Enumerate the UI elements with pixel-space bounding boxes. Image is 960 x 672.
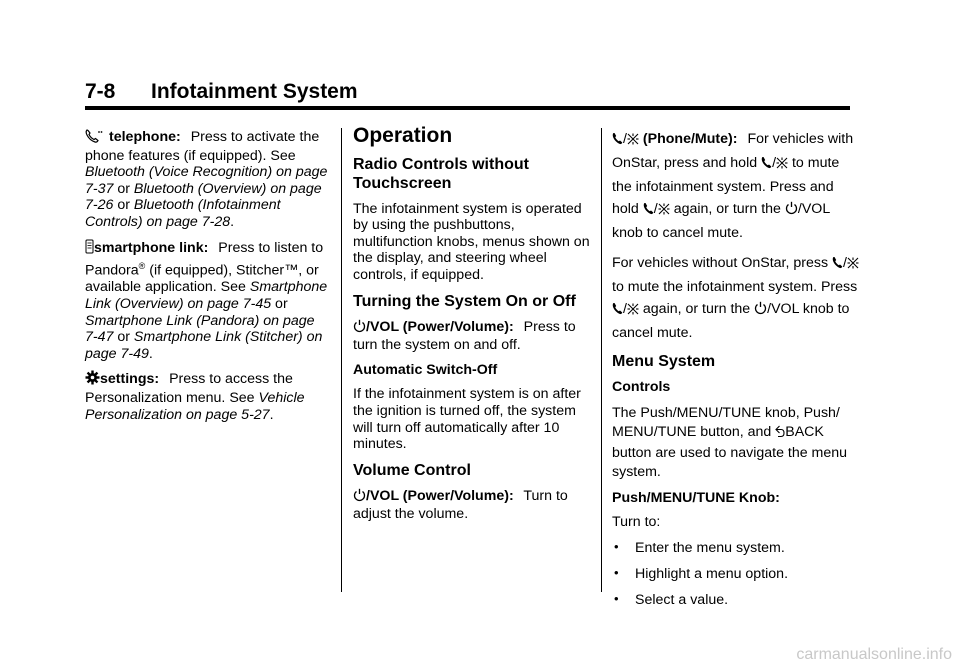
automatic-switch-off-text: If the infotainment system is on after the ignition is turned off, the system will turn off automatically after 10 minutes. — [353, 386, 581, 453]
no-onstar-paragraph — [612, 252, 862, 344]
telephone-text: Press to activate the phone features (if equipped). See — [85, 129, 320, 164]
no-onstar-text-4: /VOL knob to cancel mute. — [612, 301, 850, 341]
radio-controls-heading: Radio Controls without Touchscreen — [353, 155, 529, 192]
slash: / — [653, 201, 658, 217]
column-divider-2 — [601, 128, 602, 592]
controls-paragraph — [612, 404, 862, 482]
back-arrow-icon — [775, 425, 785, 444]
settings-label: settings: — [100, 371, 160, 388]
column-2 — [353, 124, 593, 531]
slash: / — [772, 155, 777, 171]
telephone-paragraph — [85, 128, 330, 231]
mute-icon — [847, 254, 859, 276]
power-icon — [785, 200, 798, 222]
watermark: carmanualsonline.info — [796, 646, 952, 663]
controls-text-2: button are used to navigate the menu system. — [612, 444, 848, 480]
turn-to-text: Turn to: — [612, 514, 661, 531]
volume-control-text: Turn to adjust the volume. — [353, 487, 568, 523]
volume-control-paragraph — [353, 488, 593, 523]
phone-mute-text-3: again, or turn the — [673, 201, 781, 217]
smartphone-paragraph — [85, 239, 330, 363]
voice-telephone-icon — [85, 128, 103, 148]
or-text: or — [113, 329, 134, 346]
or-text: or — [113, 180, 134, 197]
phone-icon — [761, 154, 772, 176]
period: . — [230, 213, 235, 230]
mute-icon — [658, 200, 670, 222]
or-text: or — [113, 197, 134, 214]
page-header — [85, 80, 850, 110]
telephone-label: telephone: — [109, 129, 181, 145]
power-icon — [353, 488, 366, 507]
phone-mute-text-1: For vehicles with OnStar, press and hold — [612, 131, 854, 171]
smartphone-pandora-ref: Smartphone Link (Pandora) on page 7-47 — [85, 312, 315, 346]
controls-text-1: The Push/MENU/TUNE knob, Push/ MENU/TUNE button, and — [612, 404, 840, 440]
phone-icon — [832, 254, 843, 276]
phone-icon — [612, 300, 623, 322]
period: . — [148, 345, 153, 362]
volume-control-heading: Volume Control — [353, 461, 471, 479]
no-onstar-text-1: For vehicles without OnStar, press — [612, 255, 829, 271]
power-icon — [754, 300, 767, 322]
gear-icon — [85, 370, 100, 390]
column-divider-1 — [341, 128, 342, 592]
back-label: BACK — [785, 423, 824, 440]
column-1 — [85, 128, 330, 431]
page-number: 7-8 — [85, 80, 116, 103]
mute-icon — [627, 130, 639, 152]
settings-text: Press to access the Personalization menu. See — [85, 371, 293, 407]
list-item: • Highlight a menu option. — [612, 565, 862, 583]
knob-bullet-list — [612, 539, 862, 609]
phone-mute-text-2: to mute the infotainment system. Press and hold — [612, 155, 840, 217]
period: . — [269, 406, 274, 423]
power-icon — [353, 319, 366, 338]
or-text: or — [271, 296, 288, 313]
menu-system-heading: Menu System — [612, 353, 716, 370]
turning-on-off-heading: Turning the System On or Off — [353, 292, 576, 310]
phone-icon — [612, 130, 623, 152]
smartphone-icon — [85, 239, 94, 259]
mute-icon — [627, 300, 639, 322]
chapter-title: Infotainment System — [151, 80, 358, 103]
phone-mute-text-4: /VOL knob to cancel mute. — [612, 201, 830, 241]
controls-heading: Controls — [612, 379, 671, 395]
power-volume-text: Press to turn the system on and off. — [353, 318, 576, 354]
smartphone-overview-ref: Smartphone Link (Overview) on page 7-45 — [85, 279, 328, 313]
power-volume-label: /VOL (Power/Volume): — [366, 318, 514, 335]
mute-icon — [776, 154, 788, 176]
no-onstar-text-3: again, or turn the — [642, 301, 751, 317]
bluetooth-overview-ref: Bluetooth (Overview) on page 7-26 — [85, 180, 322, 214]
vehicle-personalization-ref: Vehicle Personalization on page 5-27 — [85, 390, 305, 423]
smartphone-label: smartphone link: — [94, 239, 209, 256]
phone-icon — [643, 200, 654, 222]
smartphone-text: Press to listen to Pandora — [85, 239, 324, 279]
phone-mute-label: (Phone/Mute): — [642, 131, 738, 147]
operation-heading: Operation — [353, 124, 453, 147]
smartphone-stitcher-ref: Smartphone Link (Stitcher) on page 7-49 — [85, 329, 323, 362]
no-onstar-text-2: to mute the infotainment system. Press — [612, 279, 858, 295]
settings-paragraph — [85, 370, 330, 423]
automatic-switch-off-heading: Automatic Switch-Off — [353, 361, 498, 378]
list-item: • Enter the menu system. — [612, 539, 862, 557]
knob-heading: Push/MENU/TUNE Knob: — [612, 489, 780, 506]
slash: / — [623, 131, 627, 147]
slash: / — [843, 255, 847, 271]
volume-control-label: /VOL (Power/Volume): — [366, 487, 514, 504]
bluetooth-voice-ref: Bluetooth (Voice Recognition) on page 7-37 — [85, 164, 328, 197]
slash: / — [623, 301, 627, 317]
phone-mute-paragraph — [612, 128, 862, 244]
radio-controls-text: The infotainment system is operated by using the pushbuttons, multifunction knobs, menus shown on the display, and steering wheel controls, if equipped. — [353, 200, 590, 283]
smartphone-text-2: (if equipped), Stitcher™, or available application. See — [85, 262, 319, 296]
list-item: • Select a value. — [612, 591, 862, 609]
registered-mark: ® — [138, 261, 146, 272]
column-3 — [612, 128, 862, 617]
power-volume-paragraph — [353, 319, 593, 354]
bluetooth-controls-ref: Bluetooth (Infotainment Controls) on page 7-28 — [85, 197, 281, 230]
